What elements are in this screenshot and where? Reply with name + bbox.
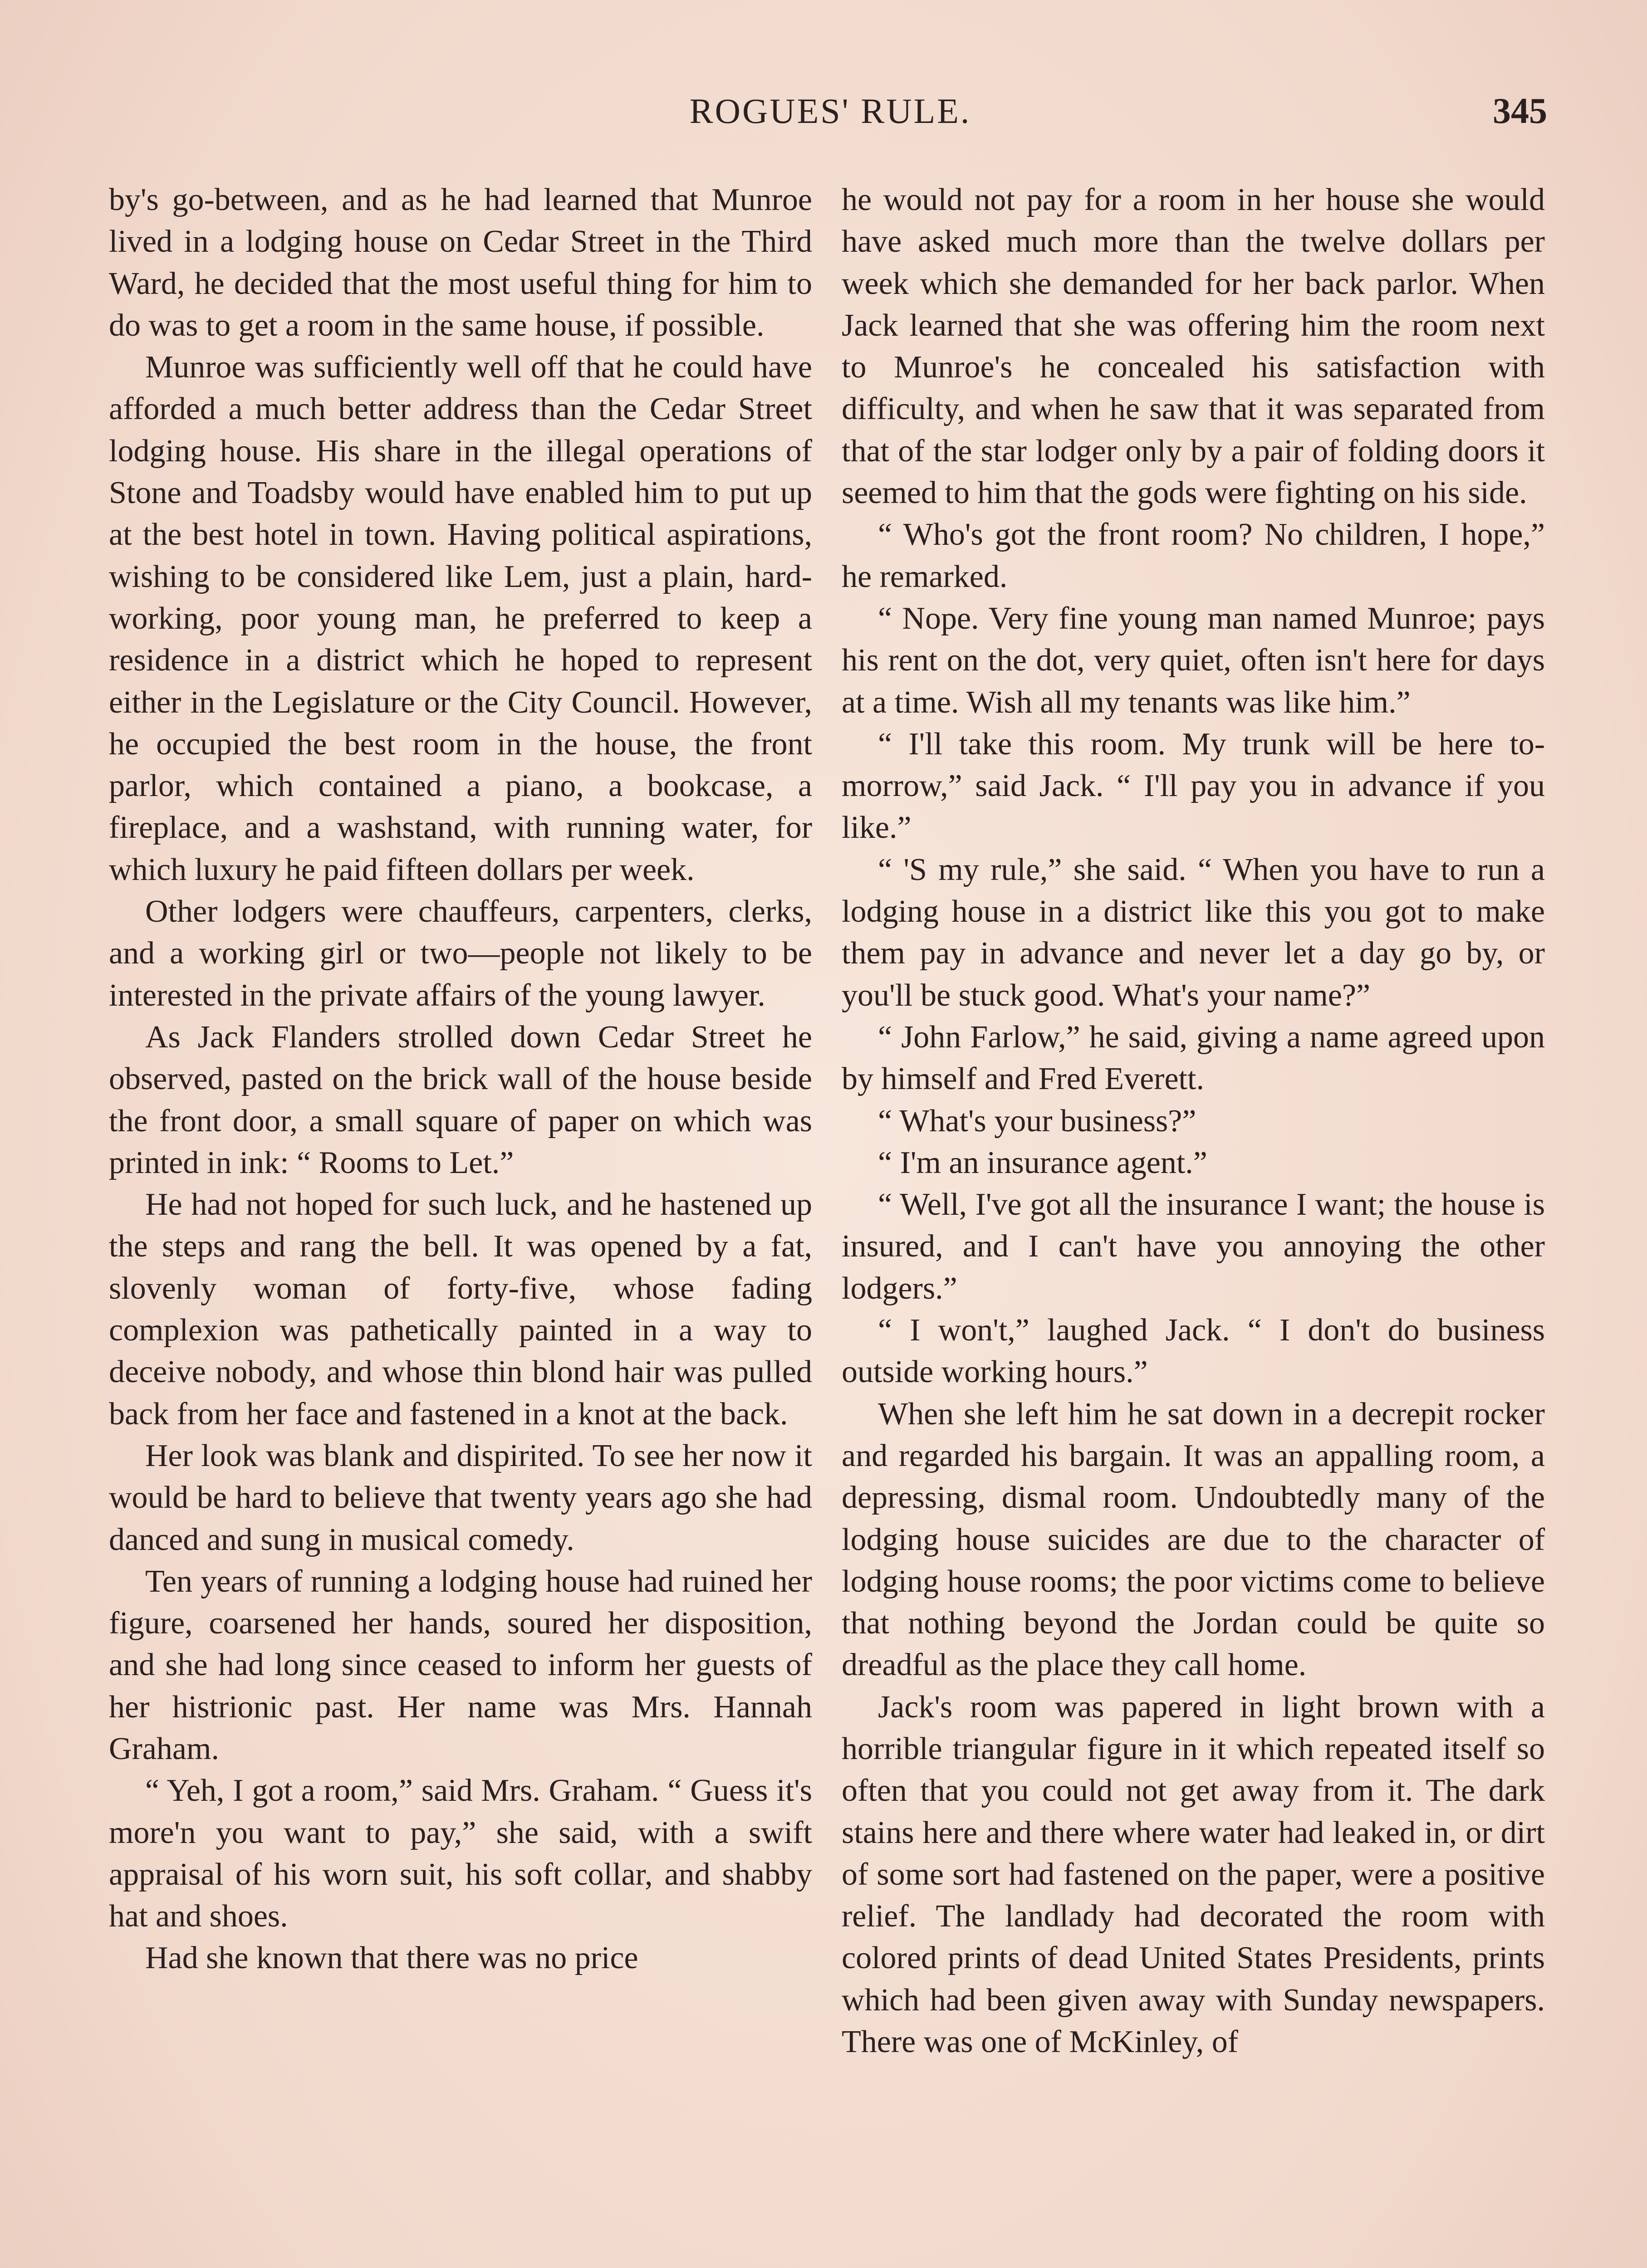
paragraph: Ten years of running a lodging house had ruined her figure, coarsened her hands, soured her disposition, and she had long since ceased to inform her guests of her histrionic past. Her name was Mrs. Hannah Graham. [109, 1564, 812, 1766]
paragraph: “ John Farlow,” he said, giving a name agreed upon by himself and Fred Everett. [842, 1019, 1545, 1097]
running-title: ROGUES' RULE. [689, 91, 971, 131]
paragraph: As Jack Flanders strolled down Cedar Street he observed, pasted on the brick wall of the house beside the front door, a small square of paper on which was printed in ink: “ Rooms to Let.” [109, 1019, 812, 1180]
paragraph: When she left him he sat down in a decrepit rocker and regarded his bargain. It was an appalling room, a depressing, dismal room. Undoubtedly many of the lodging house suicides are due to the character of lodging house rooms; the poor victims come to believe that nothing beyond the Jordan could be quite so dreadful as the place they call home. [842, 1396, 1545, 1683]
paragraph: “ Nope. Very fine young man named Munroe; pays his rent on the dot, very quiet, often isn't here for days at a time. Wish all my tenants was like him.” [842, 601, 1545, 720]
paragraph: Jack's room was papered in light brown with a horrible triangular figure in it which repeated itself so often that you could not get away from it. The dark stains here and there where water had leaked in, or dirt of some sort had fastened on the paper, were a positive relief. The landlady had decorated the room with colored prints of dead United States Presidents, prints which had been given away with Sunday newspapers. There was one of McKinley, of [842, 1689, 1545, 2060]
page-number: 345 [1493, 91, 1547, 131]
paragraph: Munroe was sufficiently well off that he could have afforded a much better address than the Cedar Street lodging house. His share in the illegal operations of Stone and Toadsby would have enabled him to put up at the best hotel in town. Having political aspirations, wishing to be considered like Lem, just a plain, hard-working, poor young man, he preferred to keep a residence in a district which he hoped to represent either in the Legislature or the City Council. However, he occupied the best room in the house, the front parlor, which contained a piano, a bookcase, a fireplace, and a washstand, with running water, for which luxury he paid fifteen dollars per week. [109, 350, 812, 887]
paragraph: “ Who's got the front room? No children, I hope,” he remarked. [842, 517, 1545, 594]
paragraph: “ I'm an insurance agent.” [878, 1145, 1207, 1180]
paragraph: “ 'S my rule,” she said. “ When you have to run a lodging house in a district like this you got to make them pay in advance and never let a day go by, or you'll be stuck good. What's your name?” [842, 852, 1545, 1013]
paragraph: “ What's your business?” [878, 1103, 1196, 1139]
right-column [842, 179, 1545, 2063]
page-header [113, 91, 1547, 150]
left-column [109, 179, 812, 1980]
paragraph: Had she known that there was no price [145, 1941, 638, 1976]
paragraph: “ Yeh, I got a room,” said Mrs. Graham. “ Guess it's more'n you want to pay,” she said, with a swift appraisal of his worn suit, his soft collar, and shabby hat and shoes. [109, 1773, 812, 1934]
paragraph: “ Well, I've got all the insurance I want; the house is insured, and I can't have you annoying the other lodgers.” [842, 1187, 1545, 1306]
paragraph: “ I won't,” laughed Jack. “ I don't do business outside working hours.” [842, 1313, 1545, 1390]
paragraph: Other lodgers were chauffeurs, carpenters, clerks, and a working girl or two—people not likely to be interested in the private affairs of the young lawyer. [109, 894, 812, 1013]
paragraph: He had not hoped for such luck, and he hastened up the steps and rang the bell. It was opened by a fat, slovenly woman of forty-five, whose fading complexion was pathetically painted in a way to deceive nobody, and whose thin blond hair was pulled back from her face and fastened in a knot at the back. [109, 1187, 812, 1432]
paragraph: by's go-between, and as he had learned that Munroe lived in a lodging house on Cedar Street in the Third Ward, he decided that the most useful thing for him to do was to get a room in the same house, if possible. [109, 182, 812, 343]
paragraph: he would not pay for a room in her house she would have asked much more than the twelve dollars per week which she demanded for her back parlor. When Jack learned that she was offering him the room next to Munroe's he concealed his satisfaction with difficulty, and when he saw that it was separated from that of the star lodger only by a pair of folding doors it seemed to him that the gods were fighting on his side. [842, 182, 1545, 511]
paragraph: “ I'll take this room. My trunk will be here to-morrow,” said Jack. “ I'll pay you in advance if you like.” [842, 726, 1545, 846]
paragraph: Her look was blank and dispirited. To see her now it would be hard to believe that twenty years ago she had danced and sung in musical comedy. [109, 1438, 812, 1557]
